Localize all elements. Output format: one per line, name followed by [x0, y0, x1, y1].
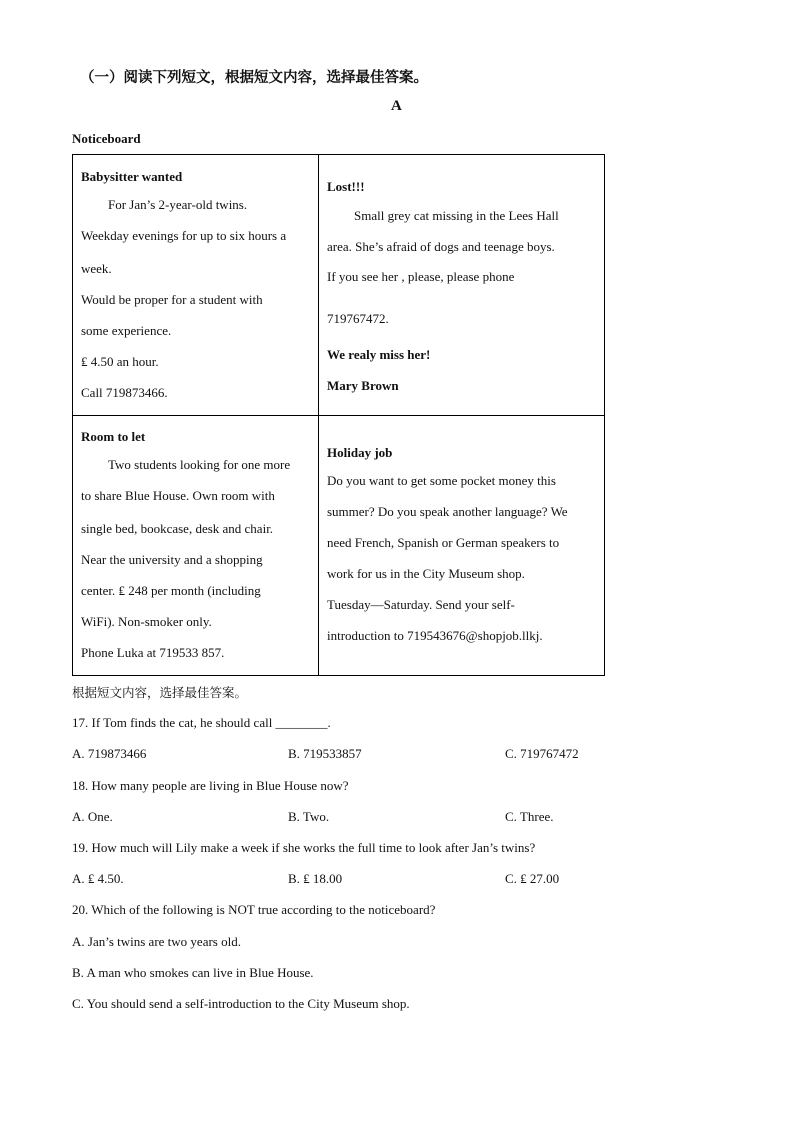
- section-heading: （一）阅读下列短文，根据短文内容，选择最佳答案。: [80, 70, 428, 86]
- notice-line: summer? Do you speak another language? We: [327, 504, 568, 519]
- notice-line: ₤ 4.50 an hour.: [81, 354, 159, 369]
- noticeboard-label: Noticeboard: [72, 131, 141, 146]
- notice-line: Would be proper for a student with: [81, 292, 263, 307]
- notice-line: If you see her , please, please phone: [327, 269, 515, 284]
- question-19-option-c: C. ₤ 27.00: [505, 871, 560, 886]
- notice-line: need French, Spanish or German speakers to: [327, 535, 560, 550]
- question-18-option-a: A. One.: [72, 809, 113, 824]
- question-17-option-c: C. 719767472: [505, 746, 579, 761]
- notice-title: Babysitter wanted: [81, 169, 183, 184]
- notice-line: Weekday evenings for up to six hours a: [81, 228, 287, 243]
- notice-line: WiFi). Non-smoker only.: [81, 614, 212, 629]
- notice-room-to-let: [73, 416, 319, 676]
- question-20-option-a: A. Jan’s twins are two years old.: [72, 934, 241, 949]
- question-18-option-b: B. Two.: [288, 809, 330, 824]
- question-20-stem: 20. Which of the following is NOT true according to the noticeboard?: [72, 902, 436, 917]
- notice-line: area. She’s afraid of dogs and teenage boys.: [327, 239, 555, 254]
- notice-line: introduction to 719543676@shopjob.llkj.: [327, 628, 543, 643]
- notice-line: to share Blue House. Own room with: [81, 488, 275, 503]
- passage-letter: A: [391, 98, 402, 114]
- notice-line: some experience.: [81, 323, 172, 338]
- notice-line: Tuesday—Saturday. Send your self-: [327, 597, 515, 612]
- notice-line: week.: [81, 261, 112, 276]
- instruction: 根据短文内容，选择最佳答案。: [72, 685, 248, 700]
- question-18-option-c: C. Three.: [505, 809, 554, 824]
- notice-title: Lost!!!: [327, 179, 365, 194]
- question-20-option-b: B. A man who smokes can live in Blue House.: [72, 965, 314, 980]
- question-17-option-a: A. 719873466: [72, 746, 147, 761]
- notice-line: Do you want to get some pocket money this: [327, 473, 556, 488]
- notice-line: single bed, bookcase, desk and chair.: [81, 521, 274, 536]
- notice-lost-cat: [319, 155, 605, 416]
- notice-line: Near the university and a shopping: [81, 552, 263, 567]
- notice-line: Small grey cat missing in the Lees Hall: [354, 208, 559, 223]
- notice-title: Holiday job: [327, 445, 393, 460]
- notice-holiday-job: [319, 416, 605, 676]
- notice-line: For Jan’s 2-year-old twins.: [108, 197, 248, 212]
- question-17-stem: 17. If Tom finds the cat, he should call ________.: [72, 715, 331, 730]
- notice-line: Call 719873466.: [81, 385, 168, 400]
- question-19-stem: 19. How much will Lily make a week if she works the full time to look after Jan’s twins?: [72, 840, 536, 855]
- question-18-stem: 18. How many people are living in Blue House now?: [72, 778, 349, 793]
- notice-line: 719767472.: [327, 311, 389, 326]
- notice-signature: Mary Brown: [327, 378, 399, 393]
- notice-line: work for us in the City Museum shop.: [327, 566, 525, 581]
- notice-babysitter: [73, 155, 319, 416]
- noticeboard-table: [72, 154, 605, 676]
- notice-line: Phone Luka at 719533 857.: [81, 645, 225, 660]
- question-17-option-b: B. 719533857: [288, 746, 362, 761]
- question-19-option-a: A. ₤ 4.50.: [72, 871, 124, 886]
- notice-title: Room to let: [81, 429, 146, 444]
- notice-bold-line: We realy miss her!: [327, 347, 431, 362]
- notice-line: center. ₤ 248 per month (including: [81, 583, 261, 598]
- question-20-option-c: C. You should send a self-introduction to the City Museum shop.: [72, 996, 410, 1011]
- notice-line: Two students looking for one more: [108, 457, 291, 472]
- question-19-option-b: B. ₤ 18.00: [288, 871, 343, 886]
